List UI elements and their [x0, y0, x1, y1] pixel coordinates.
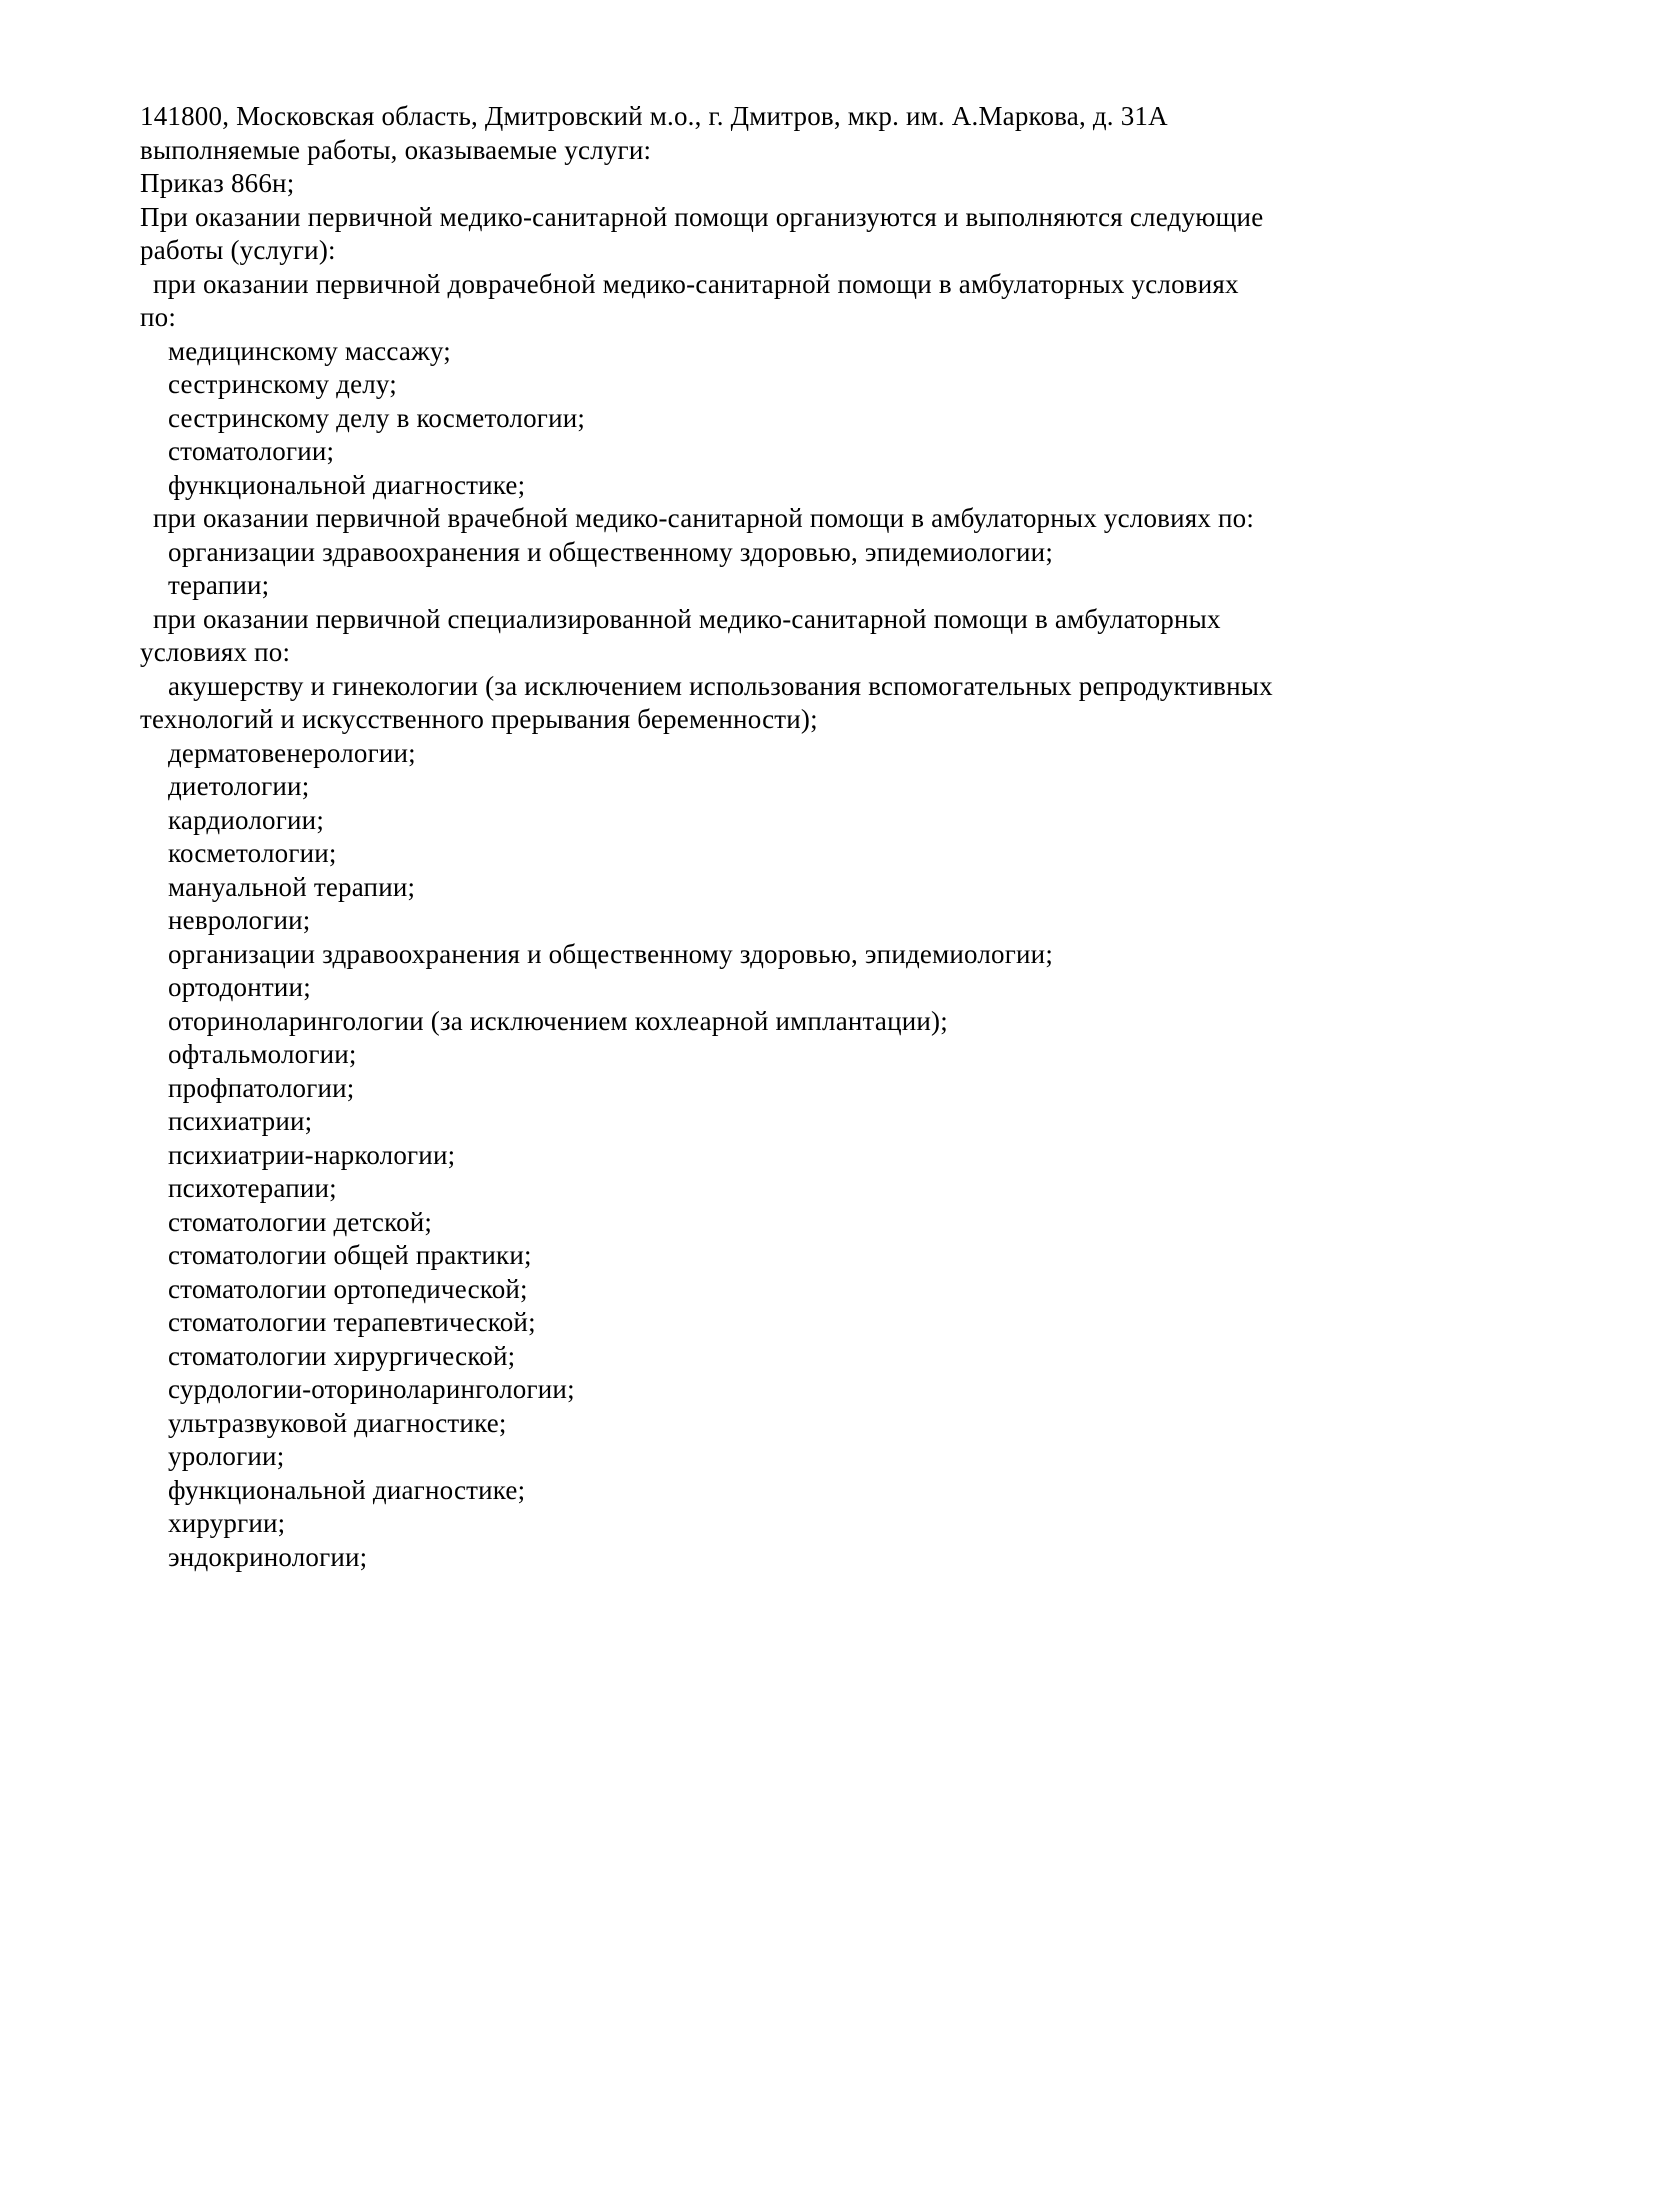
document-line: офтальмологии;	[168, 1039, 357, 1069]
document-line: хирургии;	[168, 1508, 286, 1538]
document-line: Приказ 866н;	[140, 168, 295, 198]
document-line: психотерапии;	[168, 1173, 337, 1203]
document-line: урологии;	[168, 1441, 285, 1471]
document-line: сестринскому делу в косметологии;	[168, 402, 586, 433]
document-line: косметологии;	[168, 838, 337, 868]
document-line: выполняемые работы, оказываемые услуги:	[140, 134, 652, 165]
document-line: ортодонтии;	[168, 972, 311, 1002]
document-line: организации здравоохранения и общественному здоровью, эпидемиологии;	[168, 938, 1054, 969]
document-line: эндокринологии;	[168, 1541, 368, 1572]
document-line: по:	[140, 302, 177, 332]
document-line: стоматологии ортопедической;	[168, 1273, 528, 1304]
document-line: кардиологии;	[168, 804, 325, 835]
document-line: При оказании первичной медико-санитарной помощи организуются и выполняются следующие	[140, 201, 1264, 232]
document-body	[140, 100, 1533, 1574]
document-line: неврологии;	[168, 905, 311, 935]
document-line: при оказании первичной врачебной медико-санитарной помощи в амбулаторных условиях по:	[153, 503, 1255, 533]
document-line: стоматологии;	[168, 436, 335, 466]
document-line: психиатрии;	[168, 1106, 313, 1136]
document-line: технологий и искусственного прерывания беременности);	[140, 704, 818, 734]
document-line: диетологии;	[168, 771, 310, 801]
document-line: функциональной диагностике;	[168, 1474, 526, 1505]
document-line: функциональной диагностике;	[168, 469, 526, 500]
document-line: работы (услуги):	[140, 235, 336, 265]
document-line: психиатрии-наркологии;	[168, 1139, 456, 1170]
document-line: акушерству и гинекологии (за исключением использования вспомогательных репродуктивных	[168, 670, 1273, 701]
document-line: дерматовенерологии;	[168, 737, 416, 768]
document-line: ультразвуковой диагностике;	[168, 1407, 507, 1438]
document-line: медицинскому массажу;	[168, 335, 451, 366]
document-line: мануальной терапии;	[168, 871, 416, 902]
document-line: 141800, Московская область, Дмитровский м.о., г. Дмитров, мкр. им. А.Маркова, д. 31А	[140, 101, 1168, 131]
document-line: стоматологии терапевтической;	[168, 1307, 536, 1337]
document-line: организации здравоохранения и общественному здоровью, эпидемиологии;	[168, 536, 1054, 567]
document-line: оториноларингологии (за исключением кохлеарной имплантации);	[168, 1005, 948, 1036]
document-line: стоматологии общей практики;	[168, 1240, 532, 1270]
document-line: условиях по:	[140, 637, 291, 667]
document-line: сестринскому делу;	[168, 369, 397, 399]
document-line: при оказании первичной специализированной медико-санитарной помощи в амбулаторных	[153, 603, 1221, 634]
document-line: при оказании первичной доврачебной медико-санитарной помощи в амбулаторных условиях	[153, 268, 1239, 299]
document-line: сурдологии-оториноларингологии;	[168, 1374, 575, 1404]
document-line: стоматологии детской;	[168, 1206, 433, 1237]
document-line: терапии;	[168, 570, 270, 600]
document-line: стоматологии хирургической;	[168, 1340, 516, 1371]
document-line: профпатологии;	[168, 1072, 355, 1103]
